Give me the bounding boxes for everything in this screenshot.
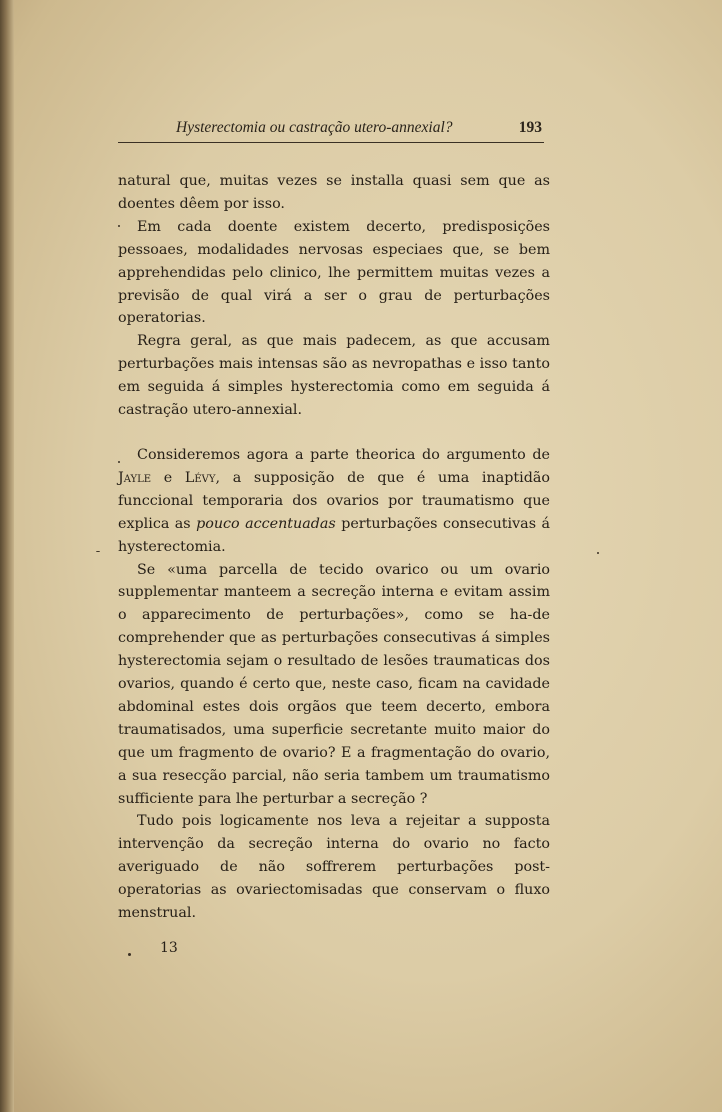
running-header bbox=[118, 118, 544, 143]
body-text bbox=[118, 170, 550, 925]
paragraph bbox=[118, 444, 550, 559]
speck bbox=[118, 461, 120, 463]
text-run: Tudo pois logicamente nos leva a rejeitar a supposta intervenção da secreção interna do ovario no facto averiguado de não soffrerem perturbações post-operatorias as ovariectomisadas que conservam o fluxo menstrual. bbox=[118, 813, 550, 922]
text-run: Se «uma parcella de tecido ovarico ou um ovario supplementar manteem a secreção interna e evitam assim o apparecimento de perturbações», como se ha-de comprehender que as perturbações consecutivas á simples hysterectomia sejam o resultado de lesões traumaticas dos ovarios, quando é certo que, neste caso, ficam na cavidade abdominal estes dois orgãos que teem decerto, embora traumatisados, uma superficie secretante muito maior do que um fragmento de ovario? E a fragmentação do ovario, a sua resecção parcial, não seria tambem um traumatismo sufficiente para lhe perturbar a secreção ? bbox=[118, 561, 550, 807]
author-name: Jayle bbox=[118, 469, 152, 486]
speck bbox=[128, 953, 131, 956]
speck bbox=[597, 552, 599, 554]
paragraph bbox=[118, 330, 550, 422]
speck bbox=[96, 551, 100, 552]
speck bbox=[118, 225, 120, 227]
text-run: , a supposição de que é uma inaptidão funccional temporaria dos ovarios por traumatismo que explica as bbox=[118, 469, 550, 532]
text-run: Em cada doente existem decerto, predisposições pessoaes, modalidades nervosas especiaes que, se bem apprehendidas pelo clinico, lhe permittem muitas vezes a previsão de qual virá a ser o grau de perturbações operatorias. bbox=[118, 218, 550, 327]
page-number: 193 bbox=[518, 119, 542, 136]
text-run: Consideremos agora a parte theorica do argumento de bbox=[137, 446, 550, 463]
signature-mark: 13 bbox=[160, 940, 178, 956]
running-title: Hysterectomia ou castração utero-annexial? bbox=[176, 119, 453, 136]
paragraph-gap bbox=[118, 422, 550, 444]
emphasis-text: pouco accentuadas bbox=[196, 515, 336, 532]
paragraph bbox=[118, 170, 550, 216]
text-run: perturbações consecutivas á hysterectomia. bbox=[118, 515, 550, 555]
text-run: e bbox=[151, 469, 185, 486]
paragraph bbox=[118, 216, 550, 331]
paragraph bbox=[118, 810, 550, 925]
text-run: Regra geral, as que mais padecem, as que accusam perturbações mais intensas são as nevropathas e isso tanto em seguida á simples hysterectomia como em seguida á castração utero-annexial. bbox=[118, 333, 550, 419]
paragraph bbox=[118, 559, 550, 811]
page-spine-shadow bbox=[0, 0, 14, 1112]
author-name: Lévy bbox=[184, 469, 216, 486]
text-run: natural que, muitas vezes se installa quasi sem que as doentes dêem por isso. bbox=[118, 173, 550, 212]
